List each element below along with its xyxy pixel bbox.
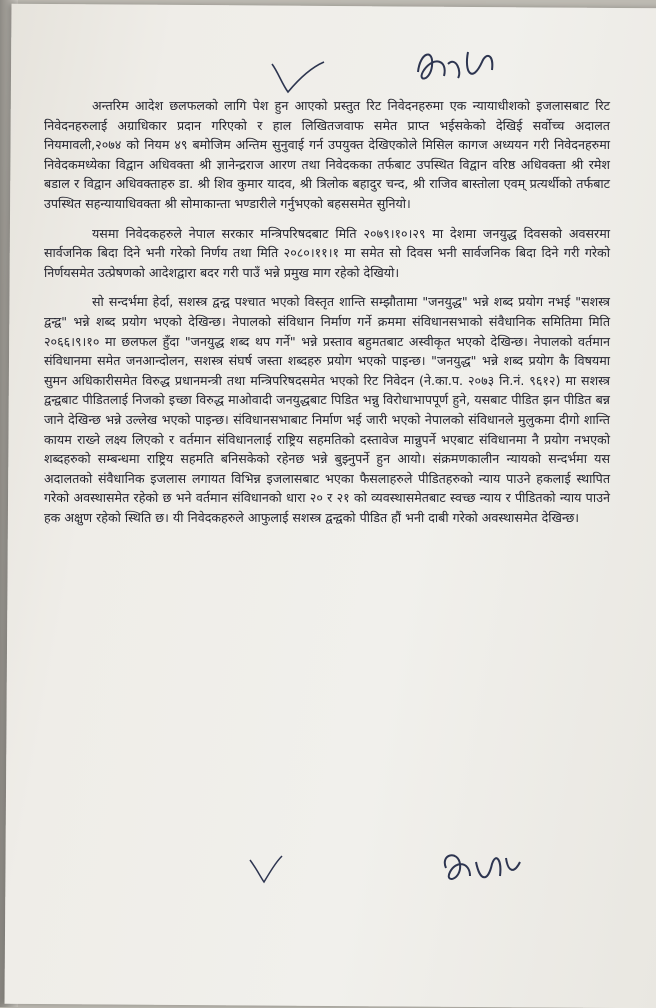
initial-signature-top [412, 42, 502, 92]
paragraph-petition-demand: यसमा निवेदकहरुले नेपाल सरकार मन्त्रिपरिषदबाट मिति २०७९।१०।२९ मा देशमा जनयुद्ध दिवसको अवसरमा सार्वजनिक बिदा दिने भनी गरेको निर्णय तथा मिति २०८०।११।१ मा समेत सो दिवस भनी सार्वजनिक बिदा दिने गरी गरेको निर्णयसमेत उत्प्रेषणको आदेशद्वारा बदर गरी पाउँ भन्ने प्रमुख माग रहेको देखियो। [44, 225, 610, 280]
tick-mark-bottom [246, 852, 286, 886]
paragraph-interim-order: अन्तरिम आदेश छलफलको लागि पेश हुन आएको प्रस्तुत रिट निवेदनहरुमा एक न्यायाधीशको इजलासबाट रिट निवेदनहरुलाई अग्राधिकार प्रदान गरिएको र हाल लिखितजवाफ समेत प्राप्त भईसकेको देखिई सर्वोच्च अदालत नियमावली,२०७४ को नियम ४९ बमोजिम अन्तिम सुनुवाई गर्न उपयुक्त देखिएकोले मिसिल कागज अध्ययन गरी निवेदनहरुमा निवेदकमध्येका विद्वान अधिवक्ता श्री ज्ञानेन्द्रराज आरण तथा निवेदकका तर्फबाट उपस्थित विद्वान वरिष्ठ अधिवक्ता श्री रमेश बडाल र विद्वान अधिवक्ताहरु डा. श्री शिव कुमार यादव, श्री त्रिलोक बहादुर चन्द, श्री राजिव बास्तोला एवम् प्रत्यर्थीको तर्फबाट उपस्थित सहन्यायाधिवक्ता श्री सोमाकान्ता भण्डारीले गर्नुभएको बहससमेत सुनियो। [44, 98, 610, 211]
initial-signature-bottom [436, 842, 526, 892]
paragraph-analysis: सो सन्दर्भमा हेर्दा, सशस्त्र द्वन्द्व पश्चात भएको विस्तृत शान्ति सम्झौतामा "जनयुद्ध" भन्ने शब्द प्रयोग नभई "सशस्त्र द्वन्द्व" भन्ने शब्द प्रयोग भएको देखिन्छ। नेपालको संविधान निर्माण गर्ने क्रममा संविधानसभाको संवैधानिक समितिमा मिति २०६६।९।१० मा छलफल हुँदा "जनयुद्ध शब्द थप गर्ने" भन्ने प्रस्ताव बहुमतबाट अस्वीकृत भएको देखिन्छ। नेपालको वर्तमान संविधानमा समेत जनआन्दोलन, सशस्त्र संघर्ष जस्ता शब्दहरु प्रयोग भएको पाइन्छ। "जनयुद्ध" भन्ने शब्द प्रयोग कै विषयमा सुमन अधिकारीसमेत विरुद्ध प्रधानमन्त्री तथा मन्त्रिपरिषदसमेत भएको रिट निवेदन (ने.का.प. २०७३ नि.नं. ९६१२) मा सशस्त्र द्वन्द्वबाट पीडितलाई निजको इच्छा विरुद्ध माओवादी जनयुद्धबाट पिडित भन्नु विरोधाभापपूर्ण हुने, यसबाट पीडित झन पीडित बन्न जाने देखिन्छ भन्ने उल्लेख भएको पाइन्छ। संविधानसभाबाट निर्माण भई जारी भएको नेपालको संविधानले मुलुकमा दीगो शान्ति कायम राख्ने लक्ष्य लिएको र वर्तमान संविधानलाई राष्ट्रिय सहमतिको दस्तावेज मान्नुपर्ने भएबाट संविधानमा नै प्रयोग नभएको शब्दहरुको सम्बन्धमा राष्ट्रिय सहमति बनिसकेको रहेनछ भन्ने बुझ्नुपर्ने हुन आयो। संक्रमणकालीन न्यायको सन्दर्भमा यस अदालतको संवैधानिक इजलास लगायत विभिन्न इजलासबाट भएका फैसलाहरुले पीडितहरुको न्याय पाउने हकलाई स्थापित गरेको अवस्थासमेत रहेको छ भने वर्तमान संविधानको धारा २० र २१ को व्यवस्थासमेतबाट स्वच्छ न्याय र पीडितको न्याय पाउने हक अक्षुण रहेको स्थिति छ। यी निवेदकहरुले आफुलाई सशस्त्र द्वन्द्वको पीडित हौं भनी दाबी गरेको अवस्थासमेत देखिन्छ। [44, 294, 610, 525]
document-body [44, 96, 610, 527]
tick-mark-top [268, 58, 328, 98]
